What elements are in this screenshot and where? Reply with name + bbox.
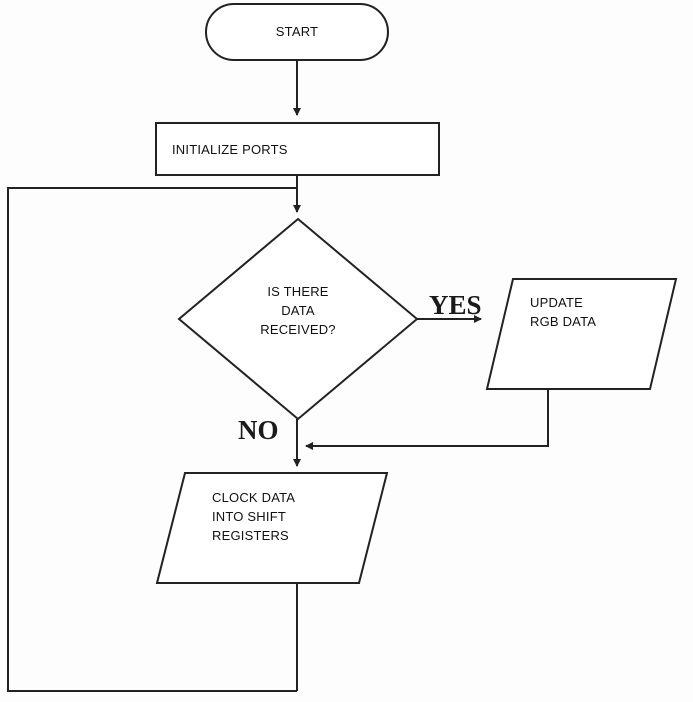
node-init [156, 123, 439, 175]
node-decision [179, 219, 417, 419]
node-start-label: START [275, 24, 319, 39]
edge-update-to-main [306, 389, 548, 446]
node-init-label: INITIALIZE PORTS [172, 142, 288, 157]
edge-label-no: NO [238, 415, 279, 445]
node-update-label: UPDATE RGB DATA [530, 295, 597, 329]
node-update [487, 279, 676, 389]
node-clock-label: CLOCK DATA INTO SHIFT REGISTERS [212, 490, 296, 543]
node-decision-label: IS THERE DATA RECEIVED? [260, 284, 336, 337]
edge-label-yes: YES [429, 290, 482, 320]
node-clock [157, 473, 387, 583]
node-start [206, 4, 388, 60]
